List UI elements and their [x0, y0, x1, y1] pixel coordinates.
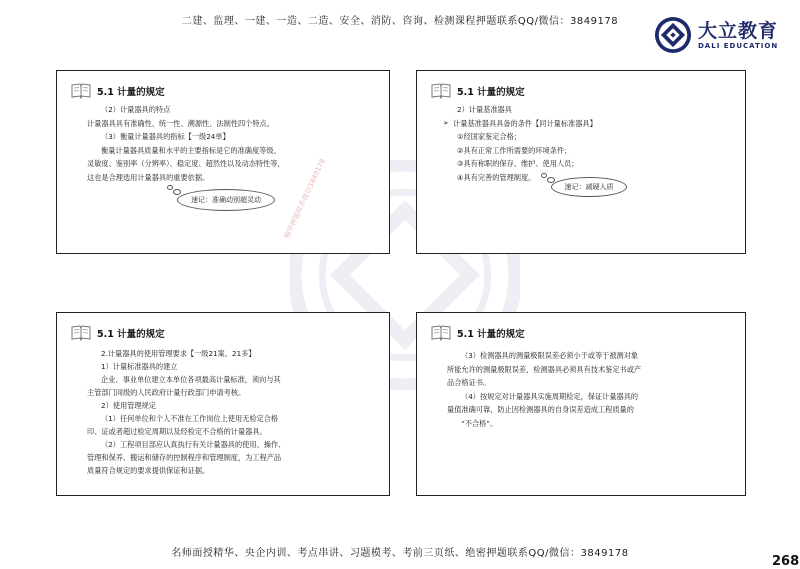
memo-cloud	[177, 189, 275, 211]
cloud-tail-dot	[541, 173, 547, 178]
slide-2	[416, 70, 746, 254]
text-line: （2）计量器具的特点	[101, 105, 171, 114]
cloud-tail-dot	[173, 189, 181, 195]
dali-logo-icon	[654, 16, 692, 54]
text-line: 2）计量基准器具	[457, 105, 512, 114]
book-icon	[71, 83, 91, 99]
slide-title-text: 5.1 计量的规定	[97, 87, 165, 98]
slide-title-text: 5.1 计量的规定	[97, 329, 165, 340]
text-line: 企业、事业单位建立本单位各项最高计量标准，须向与其	[101, 375, 281, 384]
text-line: 管理和保养、搬运和储存的控制程序和管理制度，为工程产品	[87, 453, 282, 462]
slide-body	[443, 103, 731, 184]
text-line: 灵敏度、鉴别率（分辨率）、稳定度、超然性以及动态特性等，	[87, 159, 285, 168]
text-line: 衡量计量器具质量和水平的主要指标是它的准确度等级、	[101, 145, 281, 155]
text-line: 质量符合规定的要求提供保证和证据。	[87, 466, 210, 475]
text-line: 这也是合理选用计量器具的重要依据。	[87, 172, 210, 182]
bullet-item	[443, 117, 731, 131]
text-line: ②具有正常工作所需要的环境条件；	[457, 145, 572, 155]
text-line: （4）按规定对计量器具实施周期检定，保证计量器具的	[461, 391, 639, 401]
page-number: 268	[772, 554, 800, 569]
text-line: 2.计量器具的使用管理要求【一级21案、21多】	[101, 349, 256, 358]
text-line: 品合格证书。	[447, 378, 491, 387]
slide-title	[431, 323, 525, 343]
text-line: 1）计量标准器具的建立	[101, 362, 178, 371]
arrow-bullet-icon: ➢	[443, 118, 449, 127]
text-line: 量值准确可靠，防止因检测器具的自身误差造成工程质量的	[447, 405, 634, 414]
text-line: ③具有称职的保存、维护、使用人员；	[457, 159, 579, 168]
text-line: “不合格”。	[461, 418, 498, 428]
dali-education-logo	[654, 14, 794, 58]
slide-4	[416, 312, 746, 496]
slide-body	[447, 349, 731, 430]
text-line: 2）使用管理规定	[101, 401, 156, 410]
footer-contact-text: 名师面授精华、央企内训、考点串讲、习题模考、考前三页纸、绝密押题联系QQ/微信：3849178	[171, 548, 629, 559]
slide-title-text: 5.1 计量的规定	[457, 87, 525, 98]
slide-3	[56, 312, 390, 496]
slide-title	[71, 81, 165, 101]
slide-1	[56, 70, 390, 254]
slide-title-text: 5.1 计量的规定	[457, 329, 525, 340]
memo-cloud	[551, 177, 627, 197]
logo-name: 大立教育	[698, 20, 779, 42]
slide-body	[87, 347, 375, 477]
logo-subtitle: DALI EDUCATION	[698, 42, 779, 50]
text-line: ①经国家鉴定合格；	[457, 132, 521, 141]
slide-title	[431, 81, 525, 101]
text-line: （3）衡量计量器具的指标【一级24单】	[101, 132, 230, 141]
text-line: ④具有完善的管理制度。	[457, 172, 536, 182]
book-icon	[431, 325, 451, 341]
cloud-tail-dot	[167, 185, 173, 190]
text-line: 计量基准器具具备的条件【同计量标准器具】	[453, 118, 597, 128]
header-contact-text: 二建、监理、一建、一造、二造、安全、消防、咨询、检测课程押题联系QQ/微信：3849178	[181, 16, 619, 27]
book-icon	[431, 83, 451, 99]
text-line: 印、证或者超过检定周期以及经检定不合格的计量器具。	[87, 427, 267, 436]
watermark-stamp-text: 精华押题联系微信3849178	[282, 157, 328, 240]
text-line: （3）检测器具的测量极限误差必须小于或等于被测对象	[461, 351, 639, 360]
text-line: 计量器具具有准确性、统一性、溯源性、法制性四个特点。	[87, 118, 274, 128]
slide-body	[87, 103, 375, 184]
memo-text: 速记：准确动别超灵动	[191, 196, 261, 204]
text-line: 主管部门同级的人民政府计量行政部门申请考核。	[87, 388, 246, 397]
text-line: 所能允许的测量极限误差，检测器具必须具有技术鉴定书或产	[447, 364, 642, 374]
book-icon	[71, 325, 91, 341]
text-line: （1）任何单位和个人不准在工作岗位上使用无检定合格	[101, 414, 279, 423]
memo-text: 速记：减硬人质	[564, 183, 614, 191]
slide-title	[71, 323, 165, 343]
text-line: （2）工程项目部应认真执行有关计量器具的使用、操作、	[101, 440, 286, 449]
